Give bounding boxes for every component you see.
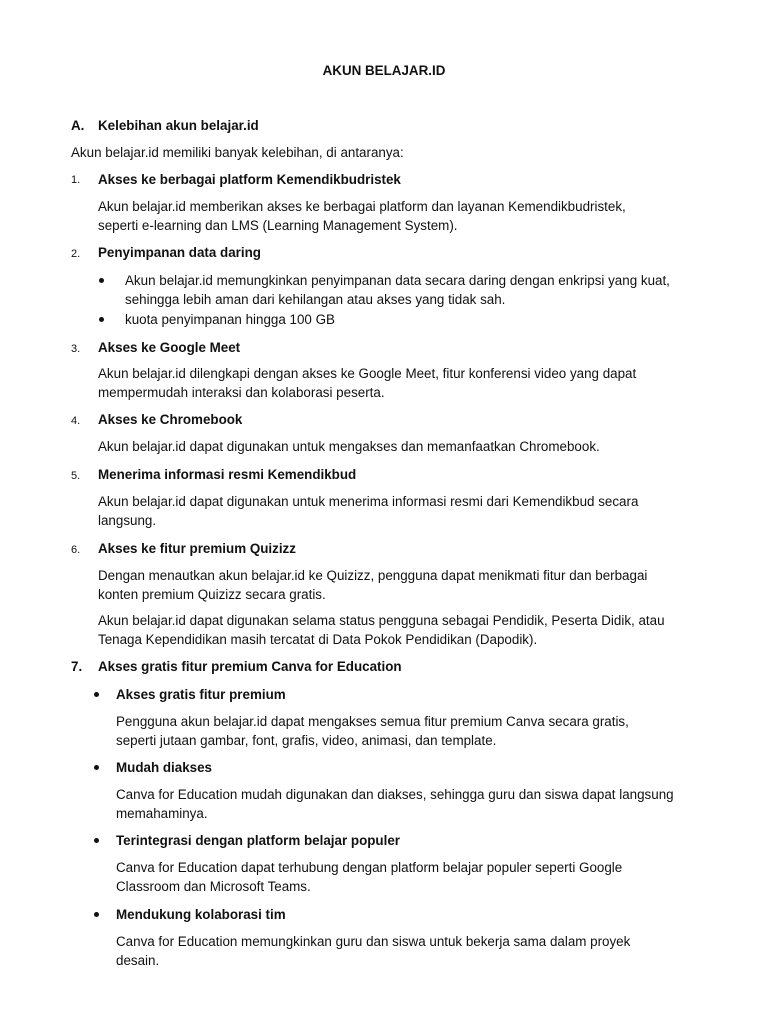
paragraph-line: seperti jutaan gambar, font, grafis, video, animasi, dan template.: [116, 733, 497, 748]
bullet-icon: [94, 765, 99, 770]
section-heading: Kelebihan akun belajar.id: [98, 118, 259, 133]
item-number: 5.: [71, 470, 81, 482]
paragraph-line: mempermudah interaksi dan kolaborasi peserta.: [98, 385, 385, 400]
sub-heading: Mudah diakses: [116, 760, 212, 775]
paragraph-line: Akun belajar.id dapat digunakan untuk menerima informasi resmi dari Kemendikbud secara: [98, 494, 639, 509]
bullet-icon: [99, 278, 104, 283]
paragraph-line: memahaminya.: [116, 806, 208, 821]
item-heading: Akses ke fitur premium Quizizz: [98, 541, 296, 556]
item-number: 2.: [71, 248, 81, 260]
bullet-icon: [94, 692, 99, 697]
item-number: 3.: [71, 343, 81, 355]
bullet-icon: [94, 838, 99, 843]
item-heading: Akses ke Google Meet: [98, 340, 241, 355]
item-heading: Akses gratis fitur premium Canva for Education: [98, 659, 402, 674]
paragraph-line: Canva for Education mudah digunakan dan diakses, sehingga guru dan siswa dapat langsung: [116, 787, 674, 802]
item-number: 7.: [71, 659, 83, 674]
paragraph-line: konten premium Quizizz secara gratis.: [98, 587, 326, 602]
section-letter: A.: [71, 118, 85, 133]
item-heading: Penyimpanan data daring: [98, 245, 261, 260]
item-heading: Menerima informasi resmi Kemendikbud: [98, 467, 357, 482]
paragraph-line: langsung.: [98, 513, 157, 528]
paragraph-line: Canva for Education dapat terhubung dengan platform belajar populer seperti Google: [116, 860, 623, 875]
sub-heading: Akses gratis fitur premium: [116, 687, 286, 702]
sub-heading: Mendukung kolaborasi tim: [116, 907, 286, 922]
paragraph-line: Akun belajar.id memberikan akses ke berbagai platform dan layanan Kemendikbudristek,: [98, 199, 626, 214]
item-number: 4.: [71, 415, 81, 427]
paragraph-line: Akun belajar.id dapat digunakan selama status pengguna sebagai Pendidik, Peserta Didik, atau: [98, 613, 665, 628]
paragraph-line: Akun belajar.id dapat digunakan untuk mengakses dan memanfaatkan Chromebook.: [98, 439, 600, 454]
paragraph-line: Dengan menautkan akun belajar.id ke Quizizz, pengguna dapat menikmati fitur dan berbagai: [98, 568, 648, 583]
paragraph-line: Classroom dan Microsoft Teams.: [116, 879, 311, 894]
bullet-icon: [99, 317, 104, 322]
paragraph-line: Tenaga Kependidikan masih tercatat di Data Pokok Pendidikan (Dapodik).: [98, 632, 538, 647]
item-number: 1.: [71, 174, 81, 186]
bullet-line: sehingga lebih aman dari kehilangan atau akses yang tidak sah.: [125, 292, 506, 307]
bullet-icon: [94, 912, 99, 917]
item-heading: Akses ke Chromebook: [98, 412, 243, 427]
bullet-line: kuota penyimpanan hingga 100 GB: [125, 312, 335, 327]
item-heading: Akses ke berbagai platform Kemendikbudristek: [98, 172, 401, 187]
paragraph-line: Pengguna akun belajar.id dapat mengakses semua fitur premium Canva secara gratis,: [116, 714, 629, 729]
sub-heading: Terintegrasi dengan platform belajar populer: [116, 833, 400, 848]
paragraph-line: seperti e-learning dan LMS (Learning Management System).: [98, 218, 458, 233]
paragraph-line: desain.: [116, 953, 160, 968]
document-title: AKUN BELAJAR.ID: [322, 63, 446, 78]
section-intro: Akun belajar.id memiliki banyak kelebihan, di antaranya:: [71, 145, 404, 160]
bullet-line: Akun belajar.id memungkinkan penyimpanan data secara daring dengan enkripsi yang kuat,: [125, 273, 670, 288]
paragraph-line: Canva for Education memungkinkan guru dan siswa untuk bekerja sama dalam proyek: [116, 934, 631, 949]
item-number: 6.: [71, 544, 81, 556]
paragraph-line: Akun belajar.id dilengkapi dengan akses ke Google Meet, fitur konferensi video yang dapat: [98, 366, 637, 381]
